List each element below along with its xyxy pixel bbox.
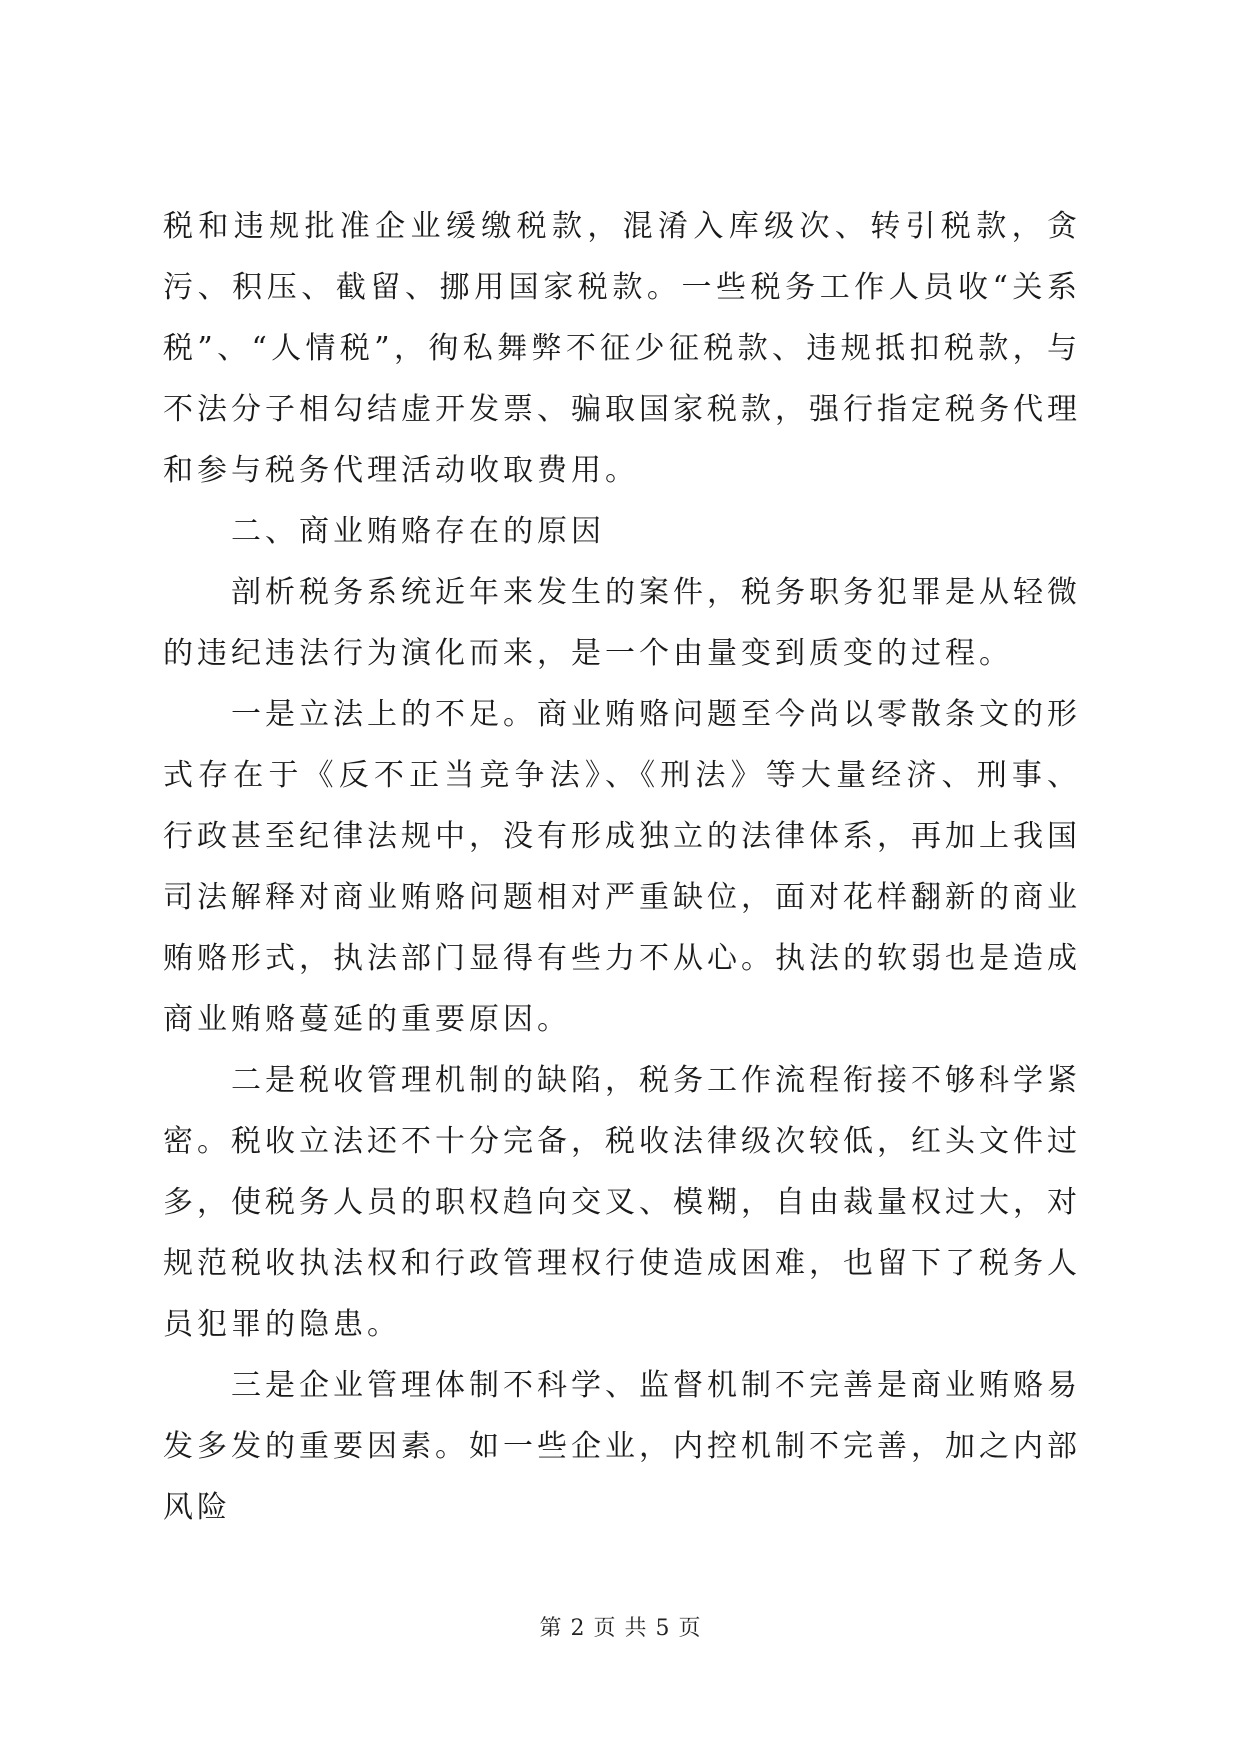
document-body [163,196,1081,1538]
page-number-footer: 第 2 页 共 5 页 [539,1616,702,1641]
paragraph-reason-one: 一是立法上的不足。商业贿赂问题至今尚以零散条文的形式存在于《反不正当竞争法》、《刑法》等大量经济、刑事、行政甚至纪律法规中，没有形成独立的法律体系，再加上我国司法解释对商业贿赂问题相对严重缺位，面对花样翻新的商业贿赂形式，执法部门显得有些力不从心。执法的软弱也是造成商业贿赂蔓延的重要原因。 [163,697,1081,1037]
paragraph-reason-three: 三是企业管理体制不科学、监督机制不完善是商业贿赂易发多发的重要因素。如一些企业，内控机制不完善，加之内部风险 [163,1368,1081,1525]
paragraph-analysis: 剖析税务系统近年来发生的案件，税务职务犯罪是从轻微的违纪违法行为演化而来，是一个由量变到质变的过程。 [163,575,1081,671]
paragraph-continuation: 税和违规批准企业缓缴税款，混淆入库级次、转引税款，贪污、积压、截留、挪用国家税款。一些税务工作人员收“关系税”、“人情税”，徇私舞弊不征少征税款、违规抵扣税款，与不法分子相勾结虚开发票、骗取国家税款，强行指定税务代理和参与税务代理活动收取费用。 [163,209,1081,488]
section-heading: 二、商业贿赂存在的原因 [231,514,605,549]
paragraph-reason-two: 二是税收管理机制的缺陷，税务工作流程衔接不够科学紧密。税收立法还不十分完备，税收法律级次较低，红头文件过多，使税务人员的职权趋向交叉、模糊，自由裁量权过大，对规范税收执法权和行政管理权行使造成困难，也留下了税务人员犯罪的隐患。 [163,1063,1081,1342]
